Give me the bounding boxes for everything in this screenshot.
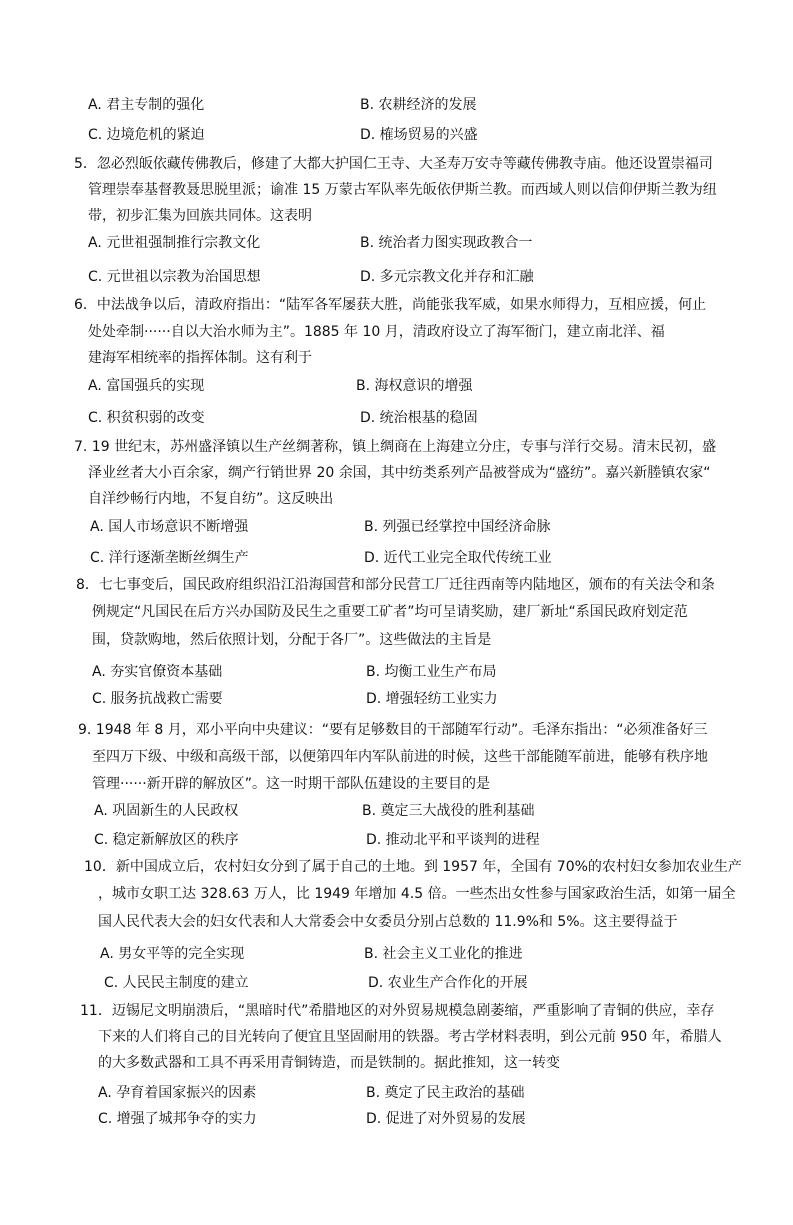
question-stem-line: 处处牵制······自以大治水师为主”。1885 年 10 月，清政府设立了海军衙门，建立南北洋、福 bbox=[88, 324, 665, 340]
option-d: D. 统治根基的稳固 bbox=[360, 410, 478, 426]
question-stem-line: 国人民代表大会的妇女代表和人大常委会中女委员分别占总数的 11.9%和 5%。这主要得益于 bbox=[98, 914, 678, 930]
question-stem-line: 7. 19 世纪末，苏州盛泽镇以生产丝绸著称，镇上绸商在上海建立分庄，专事与洋行交易。清末民初，盛 bbox=[74, 439, 717, 455]
option-b: B. 列强已经掌控中国经济命脉 bbox=[364, 519, 551, 535]
option-c: C. 元世祖以宗教为治国思想 bbox=[88, 269, 261, 285]
question-stem-line: 管理······新开辟的解放区”。这一时期干部队伍建设的主要目的是 bbox=[92, 776, 490, 792]
option-d: D. 榷场贸易的兴盛 bbox=[360, 127, 478, 143]
question-stem-line: 至四万下级、中级和高级干部，以便第四年内军队前进的时候，这些干部能随军前进，能够有秩序地 bbox=[92, 749, 708, 765]
option-d: D. 推动北平和平谈判的进程 bbox=[366, 832, 540, 848]
question-stem-line: 下来的人们将自己的目光转向了便宜且坚固耐用的铁器。考古学材料表明，到公元前 950 年，希腊人 bbox=[98, 1029, 722, 1045]
question-stem-line: 自洋纱畅行内地，不复自纺”。这反映出 bbox=[88, 491, 334, 507]
option-c: C. 服务抗战救亡需要 bbox=[92, 691, 223, 707]
question-stem-line: ，城市女职工达 328.63 万人，比 1949 年增加 4.5 倍。一些杰出女性参与国家政治生活，如第一届全 bbox=[98, 886, 736, 902]
question-stem-line: 带，初步汇集为回族共同体。这表明 bbox=[88, 208, 312, 224]
question-stem-line: 例规定“凡国民在后方兴办国防及民生之重要工矿者”均可呈请奖励，建厂新址“系国民政府划定范 bbox=[92, 604, 688, 620]
question-stem-line: 9. 1948 年 8 月，邓小平向中央建议：“要有足够数目的干部随军行动”。毛泽东指出：“必须准备好三 bbox=[78, 722, 708, 738]
option-a: A. 元世祖强制推行宗教文化 bbox=[88, 235, 261, 251]
option-d: D. 多元宗教文化并存和汇融 bbox=[360, 269, 534, 285]
option-b: B. 奠定三大战役的胜利基础 bbox=[362, 803, 535, 819]
question-stem-line: 8．七七事变后，国民政府组织沿江沿海国营和部分民营工厂迁往西南等内陆地区，颁布的有关法令和条 bbox=[76, 577, 715, 593]
option-b: B. 奠定了民主政治的基础 bbox=[366, 1085, 525, 1101]
option-c: C. 稳定新解放区的秩序 bbox=[94, 832, 239, 848]
question-stem-line: 6．中法战争以后，清政府指出：“陆军各军屡获大胜，尚能张我军威，如果水师得力，互相应援，何止 bbox=[74, 297, 707, 313]
option-b: B. 统治者力图实现政教合一 bbox=[360, 235, 533, 251]
option-c: C. 积贫积弱的改变 bbox=[88, 410, 205, 426]
option-a: A. 富国强兵的实现 bbox=[88, 378, 205, 394]
option-c: C. 人民民主制度的建立 bbox=[104, 975, 249, 991]
question-stem-line: 围，贷款购地，然后依照计划，分配于各厂”。这些做法的主旨是 bbox=[92, 632, 492, 648]
option-b: B. 均衡工业生产布局 bbox=[366, 664, 497, 680]
question-stem-line: 建海军相统率的指挥体制。这有利于 bbox=[88, 350, 312, 366]
question-stem-line: 的大多数武器和工具不再采用青铜铸造，而是铁制的。据此推知，这一转变 bbox=[98, 1055, 560, 1071]
option-a: A. 君主专制的强化 bbox=[88, 97, 205, 113]
option-d: D. 增强轻纺工业实力 bbox=[366, 691, 498, 707]
option-a: A. 男女平等的完全实现 bbox=[100, 946, 245, 962]
option-a: A. 夯实官僚资本基础 bbox=[92, 664, 223, 680]
option-a: A. 国人市场意识不断增强 bbox=[90, 519, 249, 535]
option-b: B. 农耕经济的发展 bbox=[360, 97, 477, 113]
option-a: A. 巩固新生的人民政权 bbox=[94, 803, 239, 819]
option-d: D. 农业生产合作化的开展 bbox=[368, 975, 528, 991]
option-b: B. 社会主义工业化的推进 bbox=[364, 946, 523, 962]
option-b: B. 海权意识的增强 bbox=[356, 378, 473, 394]
option-d: D. 促进了对外贸易的发展 bbox=[366, 1111, 526, 1127]
question-stem-line: 管理崇奉基督教聂思脱里派；谕准 15 万蒙古军队率先皈依伊斯兰教。而西域人则以信仰伊斯兰教为纽 bbox=[88, 182, 717, 198]
question-stem-line: 泽业丝者大小百余家，绸产行销世界 20 余国，其中纺类系列产品被誉成为“盛纺”。嘉兴新塍镇农家“ bbox=[88, 465, 711, 481]
option-d: D. 近代工业完全取代传统工业 bbox=[364, 550, 552, 566]
option-c: C. 边境危机的紧迫 bbox=[88, 127, 205, 143]
question-stem-line: 10．新中国成立后，农村妇女分到了属于自己的土地。到 1957 年，全国有 70%的农村妇女参加农业生产 bbox=[84, 859, 742, 875]
question-stem-line: 5．忽必烈皈依藏传佛教后，修建了大都大护国仁王寺、大圣寿万安寺等藏传佛教寺庙。他还设置崇福司 bbox=[74, 156, 713, 172]
option-c: C. 增强了城邦争夺的实力 bbox=[98, 1111, 257, 1127]
question-stem-line: 11．迈锡尼文明崩溃后，“黑暗时代”希腊地区的对外贸易规模急剧萎缩，严重影响了青铜的供应，幸存 bbox=[80, 1003, 715, 1019]
option-a: A. 孕育着国家振兴的因素 bbox=[98, 1085, 257, 1101]
option-c: C. 洋行逐渐垄断丝绸生产 bbox=[90, 550, 249, 566]
